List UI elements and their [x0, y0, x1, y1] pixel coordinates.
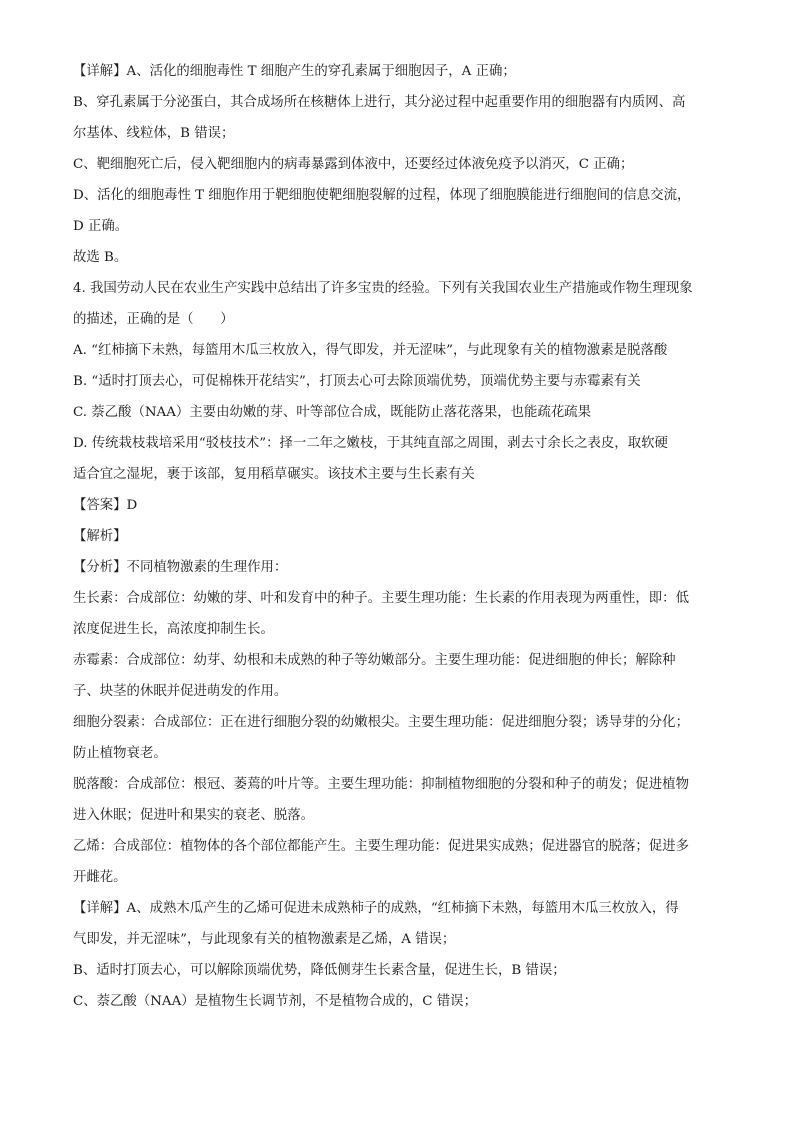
text-line: 【答案】D [73, 498, 138, 513]
text-line: 细胞分裂素：合成部位：正在进行细胞分裂的幼嫩根尖。主要生理功能：促进细胞分裂；诱导芽的分化； [73, 715, 689, 730]
text-line: C. 萘乙酸（NAA）主要由幼嫩的芽、叶等部位合成，既能防止落花落果，也能疏花疏果 [73, 405, 592, 420]
text-line: 防止植物衰老。 [73, 746, 167, 761]
text-line: 的描述，正确的是（ ） [73, 312, 234, 327]
text-line: B. “适时打顶去心，可促棉株开花结实”，打顶去心可去除顶端优势，顶端优势主要与赤霉素有关 [73, 374, 641, 389]
document-page [73, 62, 733, 1012]
text-line: 脱落酸：合成部位：根冠、萎蔫的叶片等。主要生理功能：抑制植物细胞的分裂和种子的萌发；促进植物 [73, 777, 689, 792]
text-line: 进入休眠；促进叶和果实的衰老、脱落。 [73, 808, 315, 823]
text-line: B、适时打顶去心，可以解除顶端优势，降低侧芽生长素含量，促进生长，B 错误； [73, 963, 566, 978]
text-line: 尔基体、线粒体，B 错误； [73, 126, 235, 141]
text-line: 乙烯：合成部位：植物体的各个部位都能产生。主要生理功能：促进果实成熟；促进器官的脱落；促进多 [73, 839, 689, 854]
text-line: 【解析】 [73, 529, 127, 544]
text-line: C、萘乙酸（NAA）是植物生长调节剂，不是植物合成的，C 错误； [73, 994, 477, 1009]
text-line: 【分析】不同植物激素的生理作用： [73, 560, 288, 575]
text-line: C、靶细胞死亡后，侵入靶细胞内的病毒暴露到体液中，还要经过体液免疫予以消灭，C 正确； [73, 157, 634, 172]
text-line: 适合宜之湿坭，裹于该部，复用稻草碾实。该技术主要与生长素有关 [73, 467, 475, 482]
text-line: 故选 B。 [73, 250, 128, 265]
text-line: B、穿孔素属于分泌蛋白，其合成场所在核糖体上进行，其分泌过程中起重要作用的细胞器有内质网、高 [73, 95, 686, 110]
text-line: A. “红柿摘下未熟，每篮用木瓜三枚放入，得气即发，并无涩味”，与此现象有关的植物激素是脱落酸 [73, 343, 668, 358]
text-line: D、活化的细胞毒性 T 细胞作用于靶细胞使靶细胞裂解的过程，体现了细胞膜能进行细胞间的信息交流， [73, 188, 691, 203]
text-line: D 正确。 [73, 219, 129, 234]
text-line: 子、块茎的休眠并促进萌发的作用。 [73, 684, 288, 699]
text-line: 生长素：合成部位：幼嫩的芽、叶和发育中的种子。主要生理功能：生长素的作用表现为两重性，即：低 [73, 591, 689, 606]
text-line: 开雌花。 [73, 870, 127, 885]
text-line: 【详解】A、成熟木瓜产生的乙烯可促进未成熟柿子的成熟，“红柿摘下未熟，每篮用木瓜三枚放入，得 [73, 901, 679, 916]
text-line: D. 传统栽枝栽培采用“驳枝技术”：择一二年之嫩枝，于其纯直部之周围，剥去寸余长之表皮，取软硬 [73, 436, 668, 451]
text-line: 浓度促进生长，高浓度抑制生长。 [73, 622, 274, 637]
text-line: 气即发，并无涩味”，与此现象有关的植物激素是乙烯，A 错误； [73, 932, 456, 947]
text-line: 【详解】A、活化的细胞毒性 T 细胞产生的穿孔素属于细胞因子，A 正确； [73, 64, 516, 79]
text-line: 赤霉素：合成部位：幼芽、幼根和未成熟的种子等幼嫩部分。主要生理功能：促进细胞的伸长；解除种 [73, 653, 676, 668]
text-line: 4. 我国劳动人民在农业生产实践中总结出了许多宝贵的经验。下列有关我国农业生产措施或作物生理现象 [73, 281, 693, 296]
